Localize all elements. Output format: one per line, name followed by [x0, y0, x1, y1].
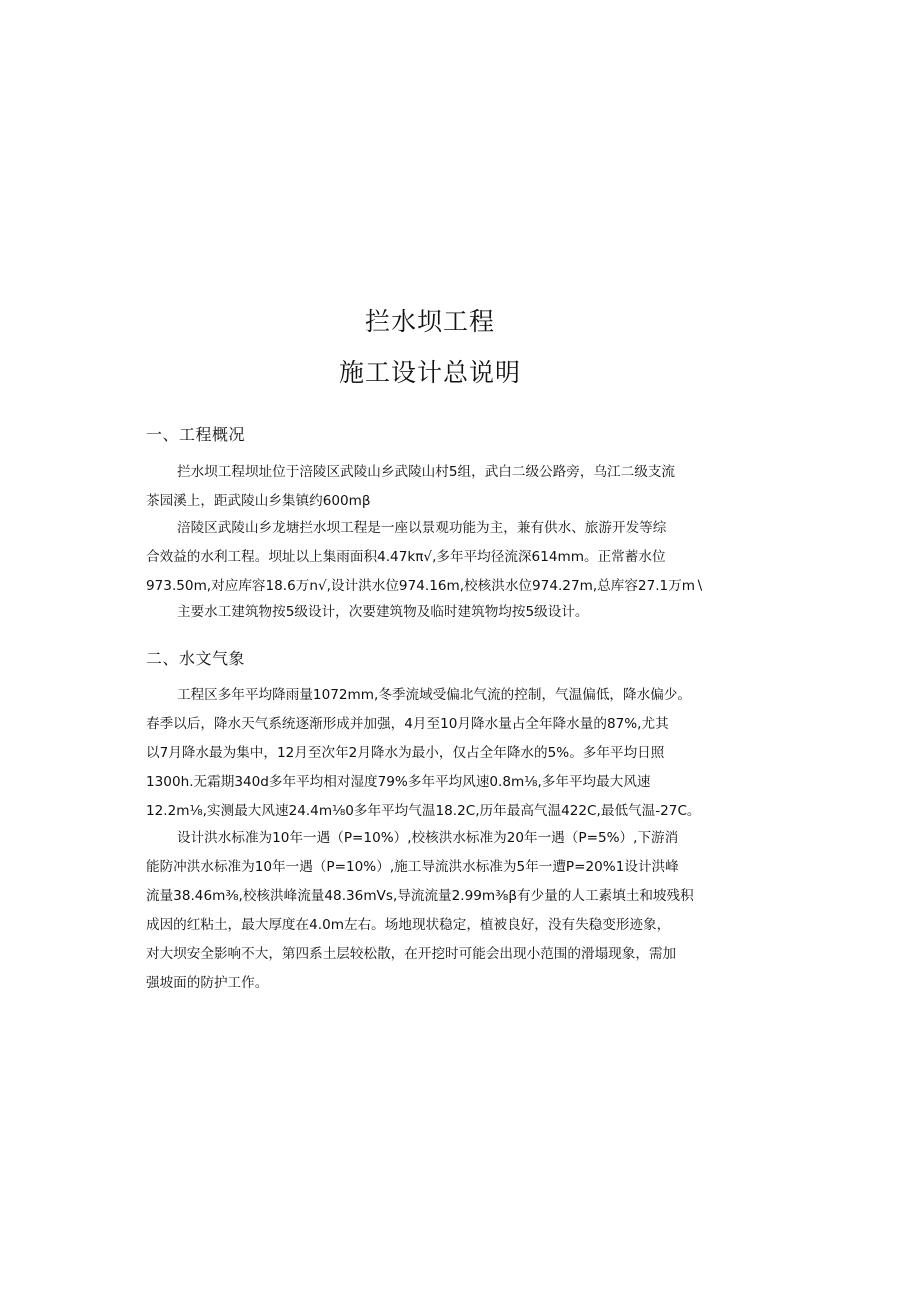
paragraph-line: 设计洪水标准为10年一遇（P=10%）,校核洪水标准为20年一遇（P=5%）,下游消 [177, 830, 679, 846]
document-subtitle: 施工设计总说明 [338, 358, 521, 387]
paragraph-line: 成因的红粘土，最大厚度在4.0m左右。场地现状稳定，植被良好，没有失稳变形迹象， [146, 917, 671, 933]
paragraph-line: 对大坝安全影响不大，第四系土层较松散，在开挖时可能会出现小范围的滑塌现象，需加 [146, 946, 677, 962]
paragraph-project-summary [146, 514, 726, 601]
paragraph-line: 能防冲洪水标准为10年一遇（P=10%）,施工导流洪水标准为5年一遭P=20%1设计洪峰 [146, 859, 679, 875]
paragraph-line: 以7月降水最为集中，12月至次年2月降水为最小，仅占全年降水的5%。多年平均日照 [146, 745, 665, 761]
paragraph-flood-standards [146, 824, 726, 998]
paragraph-line: 春季以后，降水天气系统逐渐形成并加强，4月至10月降水量占全年降水量的87%,尤其 [146, 716, 669, 732]
paragraph-line: 工程区多年平均降雨量1072mm,冬季流域受偏北气流的控制，气温偏低，降水偏少。 [177, 687, 691, 703]
paragraph-line: 流量38.46m⅜,校核洪峰流量48.36mVs,导流流量2.99m⅜β有少量的人工素填土和坡残积 [146, 888, 694, 904]
paragraph-line: 茶园溪上，距武陵山乡集镇约600mβ [146, 493, 371, 509]
paragraph-line: 973.50m,对应库容18.6万n√,设计洪水位974.16m,校核洪水位974.27m,总库容27.1万m∖ [146, 578, 704, 594]
section-heading-hydrology: 二、水文气象 [146, 649, 246, 668]
paragraph-dam-location [146, 458, 726, 516]
paragraph-line: 拦水坝工程坝址位于涪陵区武陵山乡武陵山村5组，武白二级公路旁，乌江二级支流 [177, 464, 676, 480]
paragraph-line: 主要水工建筑物按5级设计，次要建筑物及临时建筑物均按5级设计。 [177, 604, 589, 620]
paragraph-climate [146, 681, 726, 826]
paragraph-line: 12.2m⅛,实测最大风速24.4m⅛0多年平均气温18.2C,历年最高气温422C,最低气温-27C。 [146, 803, 701, 819]
section-heading-overview: 一、工程概况 [146, 425, 246, 444]
document-title: 拦水坝工程 [364, 307, 495, 336]
paragraph-line: 合效益的水利工程。坝址以上集雨面积4.47kπ√,多年平均径流深614mm。正常蓄水位 [146, 549, 666, 565]
paragraph-line: 1300h.无霜期340d多年平均相对湿度79%多年平均风速0.8m⅛,多年平均最大风速 [146, 774, 651, 790]
paragraph-line: 强坡面的防护工作。 [146, 975, 269, 991]
paragraph-line: 涪陵区武陵山乡龙塘拦水坝工程是一座以景观功能为主，兼有供水、旅游开发等综 [177, 520, 667, 536]
paragraph-design-grade [146, 598, 726, 627]
